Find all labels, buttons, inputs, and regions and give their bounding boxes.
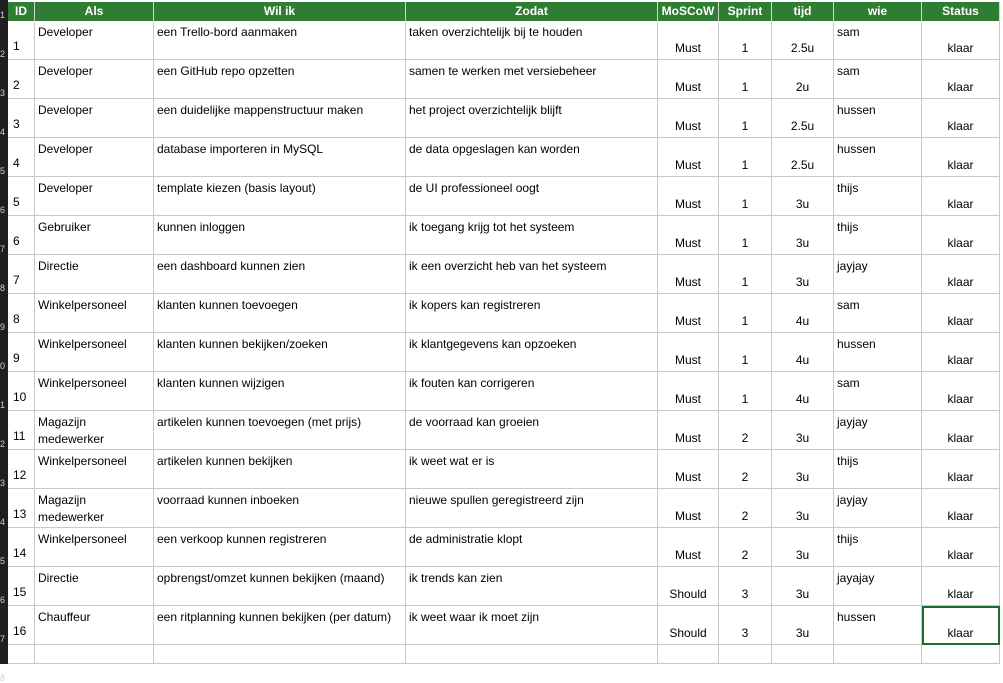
cell-tijd[interactable]: 3u: [772, 411, 834, 450]
cell-tijd[interactable]: 3u: [772, 567, 834, 606]
cell-wie[interactable]: sam: [834, 60, 922, 99]
row-number[interactable]: 6: [0, 595, 6, 605]
cell-status[interactable]: klaar: [922, 450, 1000, 489]
cell-tijd[interactable]: 4u: [772, 294, 834, 333]
cell-wil[interactable]: een dashboard kunnen zien: [154, 255, 406, 294]
column-header-id[interactable]: ID: [8, 2, 35, 21]
cell-status[interactable]: klaar: [922, 372, 1000, 411]
cell-tijd[interactable]: 3u: [772, 177, 834, 216]
cell-sprint[interactable]: 2: [719, 450, 772, 489]
cell-als[interactable]: Gebruiker: [35, 216, 154, 255]
cell-status[interactable]: klaar: [922, 216, 1000, 255]
cell-zodat[interactable]: taken overzichtelijk bij te houden: [406, 21, 658, 60]
cell-wil[interactable]: een GitHub repo opzetten: [154, 60, 406, 99]
cell-zodat[interactable]: ik weet waar ik moet zijn: [406, 606, 658, 645]
cell-sprint[interactable]: 1: [719, 21, 772, 60]
cell-tijd[interactable]: 3u: [772, 489, 834, 528]
cell-zodat[interactable]: ik trends kan zien: [406, 567, 658, 606]
cell-als[interactable]: Directie: [35, 255, 154, 294]
cell-status[interactable]: klaar: [922, 567, 1000, 606]
cell-sprint[interactable]: 1: [719, 294, 772, 333]
cell-wie[interactable]: hussen: [834, 606, 922, 645]
cell-status[interactable]: klaar: [922, 489, 1000, 528]
column-header-als[interactable]: Als: [35, 2, 154, 21]
cell-moscow[interactable]: Must: [658, 216, 719, 255]
cell-zodat[interactable]: ik weet wat er is: [406, 450, 658, 489]
cell-moscow[interactable]: Must: [658, 255, 719, 294]
cell-id[interactable]: 14: [8, 528, 35, 567]
cell-status[interactable]: klaar: [922, 333, 1000, 372]
column-header-tijd[interactable]: tijd: [772, 2, 834, 21]
row-number[interactable]: 9: [0, 322, 6, 332]
column-header-zodat[interactable]: Zodat: [406, 2, 658, 21]
cell-id[interactable]: 13: [8, 489, 35, 528]
cell-wie[interactable]: thijs: [834, 450, 922, 489]
cell-moscow[interactable]: Must: [658, 450, 719, 489]
cell-tijd[interactable]: 4u: [772, 333, 834, 372]
cell-als[interactable]: Developer: [35, 138, 154, 177]
cell-als[interactable]: Directie: [35, 567, 154, 606]
cell-wil[interactable]: template kiezen (basis layout): [154, 177, 406, 216]
cell-sprint[interactable]: 1: [719, 255, 772, 294]
row-number[interactable]: 4: [0, 517, 6, 527]
row-number[interactable]: 8: [0, 283, 6, 293]
cell-wil[interactable]: artikelen kunnen bekijken: [154, 450, 406, 489]
cell-id[interactable]: 12: [8, 450, 35, 489]
empty-cell[interactable]: [658, 645, 719, 664]
cell-wil[interactable]: klanten kunnen wijzigen: [154, 372, 406, 411]
cell-status[interactable]: klaar: [922, 138, 1000, 177]
cell-id[interactable]: 3: [8, 99, 35, 138]
cell-id[interactable]: 11: [8, 411, 35, 450]
cell-moscow[interactable]: Must: [658, 411, 719, 450]
row-number[interactable]: 2: [0, 439, 6, 449]
cell-zodat[interactable]: het project overzichtelijk blijft: [406, 99, 658, 138]
row-number[interactable]: 1: [0, 400, 6, 410]
row-number[interactable]: 5: [0, 556, 6, 566]
empty-cell[interactable]: [772, 645, 834, 664]
cell-tijd[interactable]: 2u: [772, 60, 834, 99]
cell-wil[interactable]: een Trello-bord aanmaken: [154, 21, 406, 60]
row-number[interactable]: 7: [0, 244, 6, 254]
cell-id[interactable]: 2: [8, 60, 35, 99]
cell-id[interactable]: 4: [8, 138, 35, 177]
cell-wie[interactable]: thijs: [834, 528, 922, 567]
cell-tijd[interactable]: 3u: [772, 216, 834, 255]
cell-wie[interactable]: thijs: [834, 177, 922, 216]
cell-wil[interactable]: kunnen inloggen: [154, 216, 406, 255]
row-number[interactable]: 4: [0, 127, 6, 137]
cell-sprint[interactable]: 1: [719, 99, 772, 138]
row-number[interactable]: 1: [0, 10, 6, 20]
cell-zodat[interactable]: ik klantgegevens kan opzoeken: [406, 333, 658, 372]
cell-sprint[interactable]: 1: [719, 372, 772, 411]
empty-cell[interactable]: [154, 645, 406, 664]
row-number[interactable]: 3: [0, 88, 6, 98]
cell-wie[interactable]: sam: [834, 372, 922, 411]
cell-sprint[interactable]: 1: [719, 60, 772, 99]
cell-wil[interactable]: opbrengst/omzet kunnen bekijken (maand): [154, 567, 406, 606]
cell-sprint[interactable]: 2: [719, 489, 772, 528]
cell-sprint[interactable]: 1: [719, 177, 772, 216]
cell-als[interactable]: Winkelpersoneel: [35, 450, 154, 489]
cell-als[interactable]: Winkelpersoneel: [35, 528, 154, 567]
cell-status[interactable]: klaar: [922, 528, 1000, 567]
row-number[interactable]: 5: [0, 166, 6, 176]
cell-als[interactable]: Winkelpersoneel: [35, 372, 154, 411]
cell-sprint[interactable]: 3: [719, 567, 772, 606]
row-number[interactable]: 3: [0, 478, 6, 488]
cell-wie[interactable]: sam: [834, 294, 922, 333]
cell-zodat[interactable]: ik een overzicht heb van het systeem: [406, 255, 658, 294]
empty-cell[interactable]: [719, 645, 772, 664]
cell-id[interactable]: 16: [8, 606, 35, 645]
cell-moscow[interactable]: Must: [658, 333, 719, 372]
cell-wil[interactable]: een verkoop kunnen registreren: [154, 528, 406, 567]
cell-status[interactable]: klaar: [922, 60, 1000, 99]
cell-status[interactable]: klaar: [922, 21, 1000, 60]
cell-tijd[interactable]: 3u: [772, 606, 834, 645]
row-number[interactable]: 8: [0, 673, 6, 683]
cell-id[interactable]: 8: [8, 294, 35, 333]
row-number[interactable]: 6: [0, 205, 6, 215]
cell-zodat[interactable]: samen te werken met versiebeheer: [406, 60, 658, 99]
cell-tijd[interactable]: 3u: [772, 255, 834, 294]
cell-sprint[interactable]: 2: [719, 528, 772, 567]
cell-wil[interactable]: database importeren in MySQL: [154, 138, 406, 177]
cell-id[interactable]: 5: [8, 177, 35, 216]
cell-id[interactable]: 1: [8, 21, 35, 60]
cell-tijd[interactable]: 3u: [772, 528, 834, 567]
row-header-strip: [0, 0, 8, 683]
cell-zodat[interactable]: ik toegang krijg tot het systeem: [406, 216, 658, 255]
cell-wie[interactable]: hussen: [834, 138, 922, 177]
cell-wil[interactable]: een ritplanning kunnen bekijken (per datum): [154, 606, 406, 645]
empty-cell[interactable]: [922, 645, 1000, 664]
cell-als[interactable]: Developer: [35, 21, 154, 60]
cell-id[interactable]: 15: [8, 567, 35, 606]
empty-cell[interactable]: [35, 645, 154, 664]
cell-status[interactable]: klaar: [922, 411, 1000, 450]
cell-zodat[interactable]: de administratie klopt: [406, 528, 658, 567]
row-number[interactable]: 2: [0, 49, 6, 59]
cell-moscow[interactable]: Must: [658, 21, 719, 60]
cell-wil[interactable]: klanten kunnen bekijken/zoeken: [154, 333, 406, 372]
cell-tijd[interactable]: 4u: [772, 372, 834, 411]
cell-tijd[interactable]: 2.5u: [772, 138, 834, 177]
cell-sprint[interactable]: 1: [719, 138, 772, 177]
cell-wil[interactable]: voorraad kunnen inboeken: [154, 489, 406, 528]
cell-als[interactable]: Developer: [35, 60, 154, 99]
spreadsheet: [8, 0, 1003, 664]
cell-wie[interactable]: hussen: [834, 333, 922, 372]
cell-wil[interactable]: een duidelijke mappenstructuur maken: [154, 99, 406, 138]
cell-tijd[interactable]: 3u: [772, 450, 834, 489]
cell-sprint[interactable]: 1: [719, 333, 772, 372]
cell-moscow[interactable]: Must: [658, 294, 719, 333]
cell-wie[interactable]: hussen: [834, 99, 922, 138]
cell-status[interactable]: klaar: [922, 255, 1000, 294]
cell-status[interactable]: klaar: [922, 177, 1000, 216]
cell-zodat[interactable]: de UI professioneel oogt: [406, 177, 658, 216]
cell-zodat[interactable]: de data opgeslagen kan worden: [406, 138, 658, 177]
cell-wie[interactable]: jayjay: [834, 489, 922, 528]
column-header-sprint[interactable]: Sprint: [719, 2, 772, 21]
cell-als[interactable]: Developer: [35, 99, 154, 138]
cell-wie[interactable]: thijs: [834, 216, 922, 255]
cell-wie[interactable]: jayajay: [834, 567, 922, 606]
cell-id[interactable]: 7: [8, 255, 35, 294]
cell-status[interactable]: klaar: [922, 99, 1000, 138]
cell-wie[interactable]: jayjay: [834, 411, 922, 450]
cell-id[interactable]: 6: [8, 216, 35, 255]
cell-moscow[interactable]: Must: [658, 489, 719, 528]
cell-als[interactable]: Winkelpersoneel: [35, 294, 154, 333]
cell-id[interactable]: 10: [8, 372, 35, 411]
cell-tijd[interactable]: 2.5u: [772, 99, 834, 138]
cell-tijd[interactable]: 2.5u: [772, 21, 834, 60]
column-header-wil-ik[interactable]: Wil ik: [154, 2, 406, 21]
cell-status[interactable]: klaar: [922, 294, 1000, 333]
cell-zodat[interactable]: nieuwe spullen geregistreerd zijn: [406, 489, 658, 528]
cell-sprint[interactable]: 2: [719, 411, 772, 450]
cell-moscow[interactable]: Must: [658, 138, 719, 177]
cell-moscow[interactable]: Should: [658, 606, 719, 645]
cell-wie[interactable]: sam: [834, 21, 922, 60]
column-header-moscow[interactable]: MoSCoW: [658, 2, 719, 21]
cell-als[interactable]: Winkelpersoneel: [35, 333, 154, 372]
cell-id[interactable]: 9: [8, 333, 35, 372]
row-number[interactable]: 7: [0, 634, 6, 644]
cell-zodat[interactable]: ik kopers kan registreren: [406, 294, 658, 333]
empty-cell[interactable]: [8, 645, 35, 664]
cell-zodat[interactable]: ik fouten kan corrigeren: [406, 372, 658, 411]
cell-als[interactable]: Developer: [35, 177, 154, 216]
cell-moscow[interactable]: Must: [658, 60, 719, 99]
empty-cell[interactable]: [834, 645, 922, 664]
cell-wil[interactable]: klanten kunnen toevoegen: [154, 294, 406, 333]
cell-als[interactable]: Magazijn medewerker: [35, 489, 154, 528]
cell-als[interactable]: Magazijn medewerker: [35, 411, 154, 450]
cell-moscow[interactable]: Should: [658, 567, 719, 606]
row-number[interactable]: 0: [0, 361, 6, 371]
cell-zodat[interactable]: de voorraad kan groeien: [406, 411, 658, 450]
cell-moscow[interactable]: Must: [658, 99, 719, 138]
cell-wie[interactable]: jayjay: [834, 255, 922, 294]
cell-wil[interactable]: artikelen kunnen toevoegen (met prijs): [154, 411, 406, 450]
cell-moscow[interactable]: Must: [658, 372, 719, 411]
column-header-wie[interactable]: wie: [834, 2, 922, 21]
empty-cell[interactable]: [406, 645, 658, 664]
cell-status[interactable]: klaar: [922, 606, 1000, 645]
cell-als[interactable]: Chauffeur: [35, 606, 154, 645]
cell-sprint[interactable]: 1: [719, 216, 772, 255]
cell-sprint[interactable]: 3: [719, 606, 772, 645]
column-header-status[interactable]: Status: [922, 2, 1000, 21]
cell-moscow[interactable]: Must: [658, 528, 719, 567]
cell-moscow[interactable]: Must: [658, 177, 719, 216]
